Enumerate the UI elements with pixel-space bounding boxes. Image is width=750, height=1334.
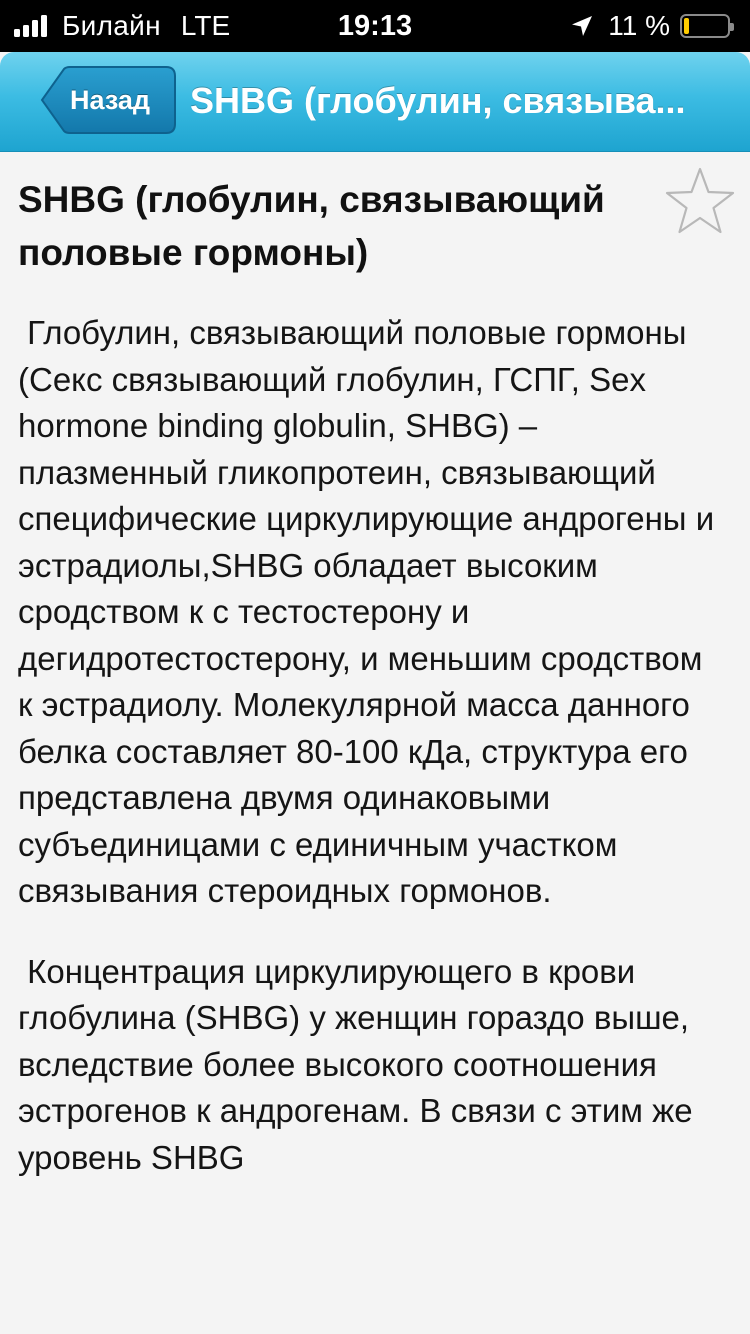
battery-level: [684, 18, 689, 34]
article-paragraph: Глобулин, связывающий половые гормоны (Секс связывающий глобулин, ГСПГ, Sex hormone binding globulin, SHBG) – плазменный гликопротеин, связывающий специфические циркулирующие андрогены и эстрадиолы,SHBG обладает высоким сродством к с тестостерону и дегидротестостерону, и меньшим сродством к эстрадиолу. Молекулярной масса данного белка составляет 80-100 кДа, структура его представлена двумя одинаковыми субъединицами с единичным участком связывания стероидных гормонов.: [18, 314, 724, 909]
article-paragraph: Концентрация циркулирующего в крови глобулина (SHBG) у женщин гораздо выше, вследствие более высокого соотношения эстрогенов к андрогенам. В связи с этим же уровень SHBG: [18, 952, 702, 1176]
article-content[interactable]: [0, 152, 750, 1334]
favorite-star-icon[interactable]: [660, 162, 740, 242]
back-button[interactable]: [40, 66, 176, 134]
status-time: 19:13: [337, 10, 413, 42]
article-title: SHBG (глобулин, связывающий половые гормоны): [18, 179, 605, 273]
status-right: [570, 8, 730, 44]
location-arrow-icon: [570, 14, 594, 38]
carrier-name: Билайн: [62, 10, 161, 41]
navigation-bar: [0, 52, 750, 152]
network-type: LTE: [180, 10, 231, 41]
battery-icon: [680, 14, 730, 38]
status-bar: [0, 0, 750, 52]
back-button-label: Назад: [70, 85, 151, 115]
battery-percent: 11 %: [608, 10, 670, 41]
nav-title: SHBG (глобулин, связыва...: [190, 80, 686, 121]
